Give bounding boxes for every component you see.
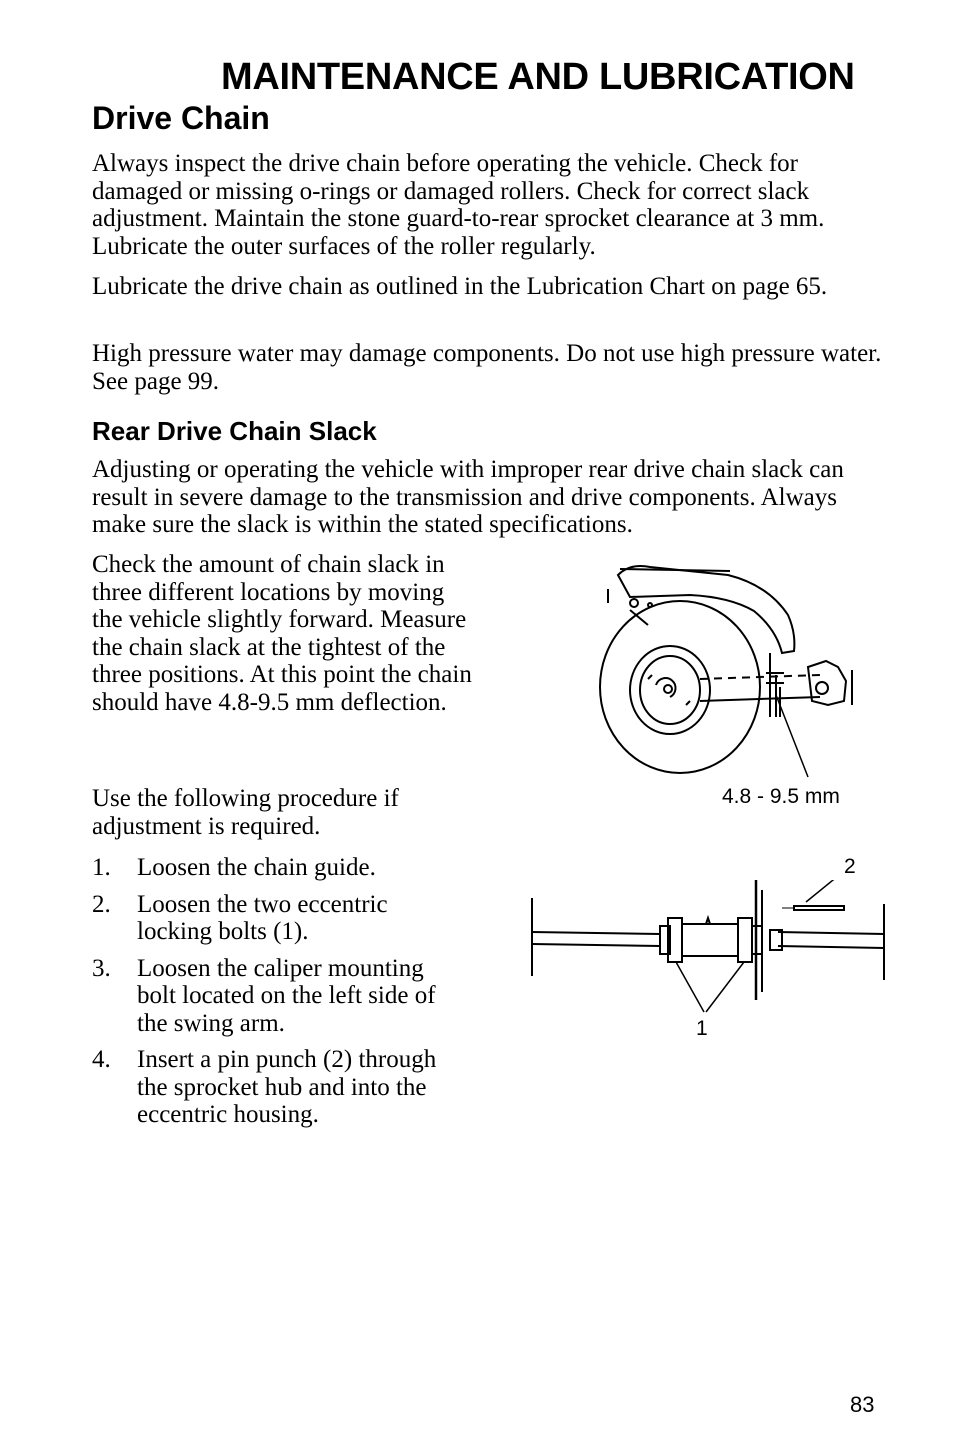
rim-inner (640, 656, 700, 724)
sprocket (808, 661, 846, 705)
paragraph-check-slack: Check the amount of chain slack in three different locations by moving the vehicle slightly forward. Measure the chain slack at the tightest of the three positions. At this point the chain should have 4.8-9.5 mm deflection. (92, 551, 472, 716)
tire-outline (600, 601, 760, 773)
axle-eccentric-diagram (528, 880, 890, 1020)
leader-2 (806, 880, 838, 902)
pin-punch-label: 2 (844, 855, 856, 878)
axle-shaft-right (778, 932, 884, 948)
step-number: 3. (92, 954, 111, 982)
axle-shaft-left (532, 932, 660, 946)
pin-punch (794, 906, 844, 910)
paragraph-slack-intro: Adjusting or operating the vehicle with improper rear drive chain slack can result in severe damage to the transmission and drive components. Always make sure the slack is within the stated specifications. (92, 456, 844, 538)
step-number: 1. (92, 854, 111, 881)
subsection-title: Rear Drive Chain Slack (92, 416, 377, 446)
slack-leader (776, 695, 808, 777)
paragraph-lubricate: Lubricate the drive chain as outlined in the Lubrication Chart on page 65. (92, 273, 828, 300)
step-text: Insert a pin punch (2) through the sprocket hub and into the eccentric housing. (137, 1046, 437, 1128)
step-text: Loosen the chain guide. (137, 854, 376, 881)
leader-1a (676, 962, 704, 1012)
procedure-steps (92, 854, 467, 1138)
locking-bolts-label: 1 (696, 1017, 708, 1040)
fender-edge (620, 569, 730, 571)
step-number: 4. (92, 1046, 111, 1073)
bolt-head-right (738, 918, 752, 962)
procedure-step (92, 955, 467, 1038)
paragraph-inspect: Always inspect the drive chain before operating the vehicle. Check for damaged or missing o-rings or damaged rollers. Check for correct slack adjustment. Maintain the stone guard-to-rear sprocket clearance at 3 mm. Lubricate the outer surfaces of the roller regularly. (92, 150, 825, 260)
procedure-step (92, 854, 467, 882)
page-number: 83 (850, 1392, 875, 1417)
page-header: MAINTENANCE AND LUBRICATION (221, 56, 855, 98)
slack-measure-label: 4.8 - 9.5 mm (722, 785, 840, 808)
section-title: Drive Chain (92, 100, 270, 136)
procedure-step (92, 891, 467, 946)
fender-hole (630, 599, 638, 607)
leader-1b (706, 962, 744, 1012)
procedure-step (92, 1046, 467, 1129)
eccentric-housing (682, 924, 738, 956)
wheel-chain-slack-diagram (590, 555, 860, 780)
paragraph-pressure-warning: High pressure water may damage components. Do not use high pressure water. See page 99. (92, 340, 882, 395)
axle (664, 685, 672, 693)
step-text: Loosen the caliper mounting bolt located on the left side of the swing arm. (137, 954, 436, 1037)
sprocket-center (816, 682, 828, 694)
step-text: Loosen the two eccentric locking bolts (1). (137, 890, 388, 945)
paragraph-procedure-intro: Use the following procedure if adjustment is required. (92, 785, 399, 840)
rim-outline (630, 646, 710, 734)
step-number: 2. (92, 890, 111, 918)
